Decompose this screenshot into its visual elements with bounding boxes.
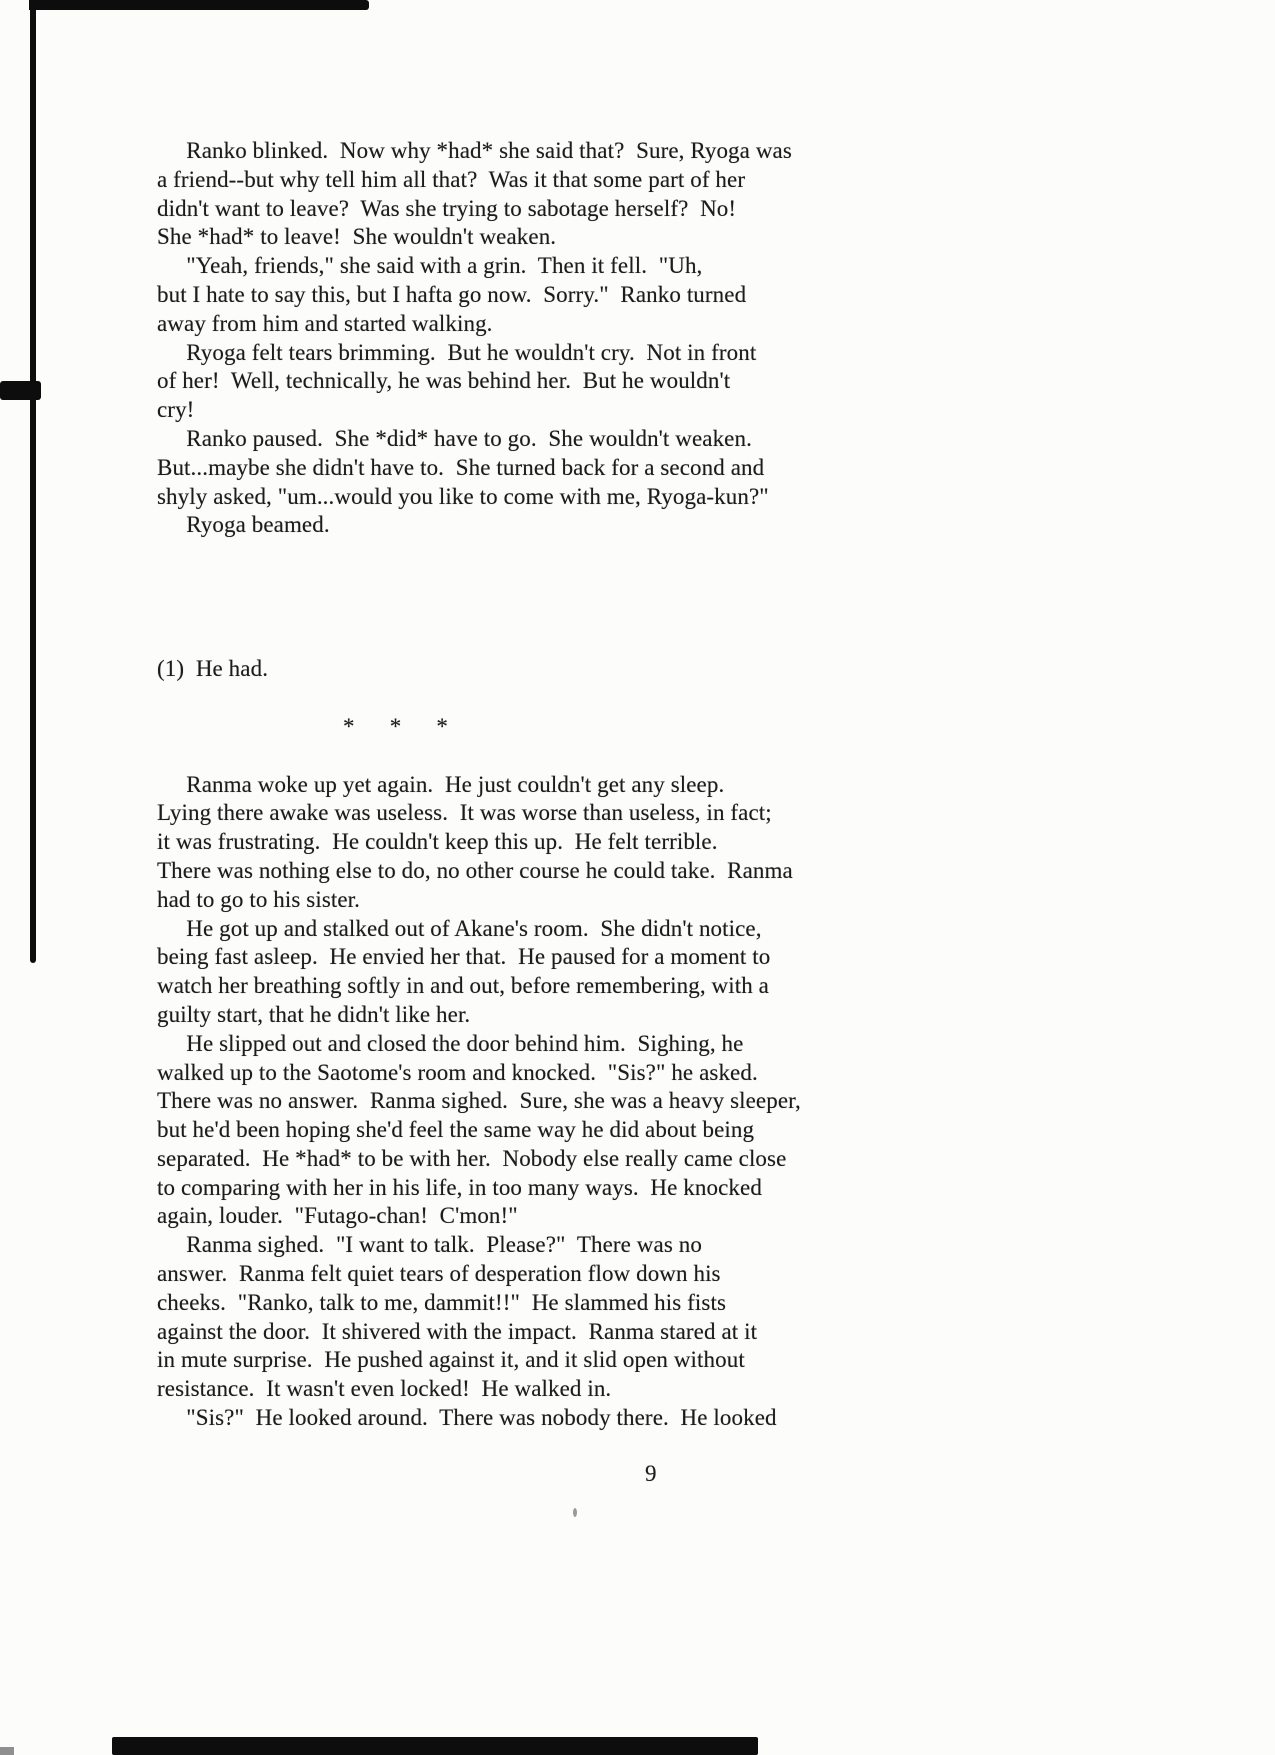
text-line: Lying there awake was useless. It was worse than useless, in fact; (157, 800, 772, 826)
text-line: shyly asked, "um...would you like to come with me, Ryoga-kun?" (157, 483, 769, 509)
text-line: again, louder. "Futago-chan! C'mon!" (157, 1203, 518, 1229)
text-line: He got up and stalked out of Akane's room. She didn't notice, (157, 915, 762, 941)
text-body (157, 137, 877, 1433)
text-line: But...maybe she didn't have to. She turned back for a second and (157, 454, 765, 480)
text-line: Ranko blinked. Now why *had* she said that? Sure, Ryoga was (157, 138, 792, 163)
text-line: "Yeah, friends," she said with a grin. Then it fell. "Uh, (157, 253, 703, 279)
text-line: "Sis?" He looked around. There was nobody there. He looked (157, 1405, 777, 1431)
text-line: but he'd been hoping she'd feel the same way he did about being (157, 1117, 755, 1143)
text-line: against the door. It shivered with the impact. Ranma stared at it (157, 1318, 758, 1344)
text-line: Ranma sighed. "I want to talk. Please?" There was no (157, 1232, 702, 1258)
text-line: being fast asleep. He envied her that. He paused for a moment to (157, 944, 771, 970)
text-line: of her! Well, technically, he was behind her. But he wouldn't (157, 368, 731, 394)
blank-line-gap (157, 684, 167, 713)
text-line: a friend--but why tell him all that? Was it that some part of her (157, 166, 746, 192)
text-line: Ranma woke up yet again. He just couldn't get any sleep. (157, 771, 725, 797)
blank-line-gap (157, 742, 167, 771)
page-number: 9 (645, 1461, 657, 1486)
footnote-line: (1) He had. (157, 656, 269, 682)
text-line: answer. Ranma felt quiet tears of desperation flow down his (157, 1261, 721, 1287)
text-line: cry! (157, 397, 195, 423)
text-line: There was no answer. Ranma sighed. Sure, she was a heavy sleeper, (157, 1088, 801, 1114)
text-line: separated. He *had* to be with her. Nobody else really came close (157, 1145, 787, 1171)
scan-artifact-left-blob (0, 381, 41, 400)
text-line: didn't want to leave? Was she trying to sabotage herself? No! (157, 195, 737, 221)
text-line: There was nothing else to do, no other course he could take. Ranma (157, 857, 793, 883)
blank-line-gap (157, 540, 167, 655)
text-line: He slipped out and closed the door behind him. Sighing, he (157, 1030, 744, 1056)
text-line: She *had* to leave! She wouldn't weaken. (157, 224, 557, 250)
text-line: resistance. It wasn't even locked! He walked in. (157, 1376, 612, 1402)
scan-artifact-left-line (30, 0, 36, 963)
section-separator: * * * (343, 713, 448, 739)
text-line: to comparing with her in his life, in too many ways. He knocked (157, 1174, 762, 1200)
text-line: but I hate to say this, but I hafta go now. Sorry." Ranko turned (157, 281, 747, 307)
text-line: watch her breathing softly in and out, before remembering, with a (157, 973, 769, 999)
text-line: guilty start, that he didn't like her. (157, 1001, 471, 1027)
text-line: Ryoga felt tears brimming. But he wouldn't cry. Not in front (157, 339, 757, 365)
scan-artifact-corner-mark (0, 1747, 14, 1755)
scan-artifact-small-tick (573, 1508, 577, 1517)
text-line: cheeks. "Ranko, talk to me, dammit!!" He slammed his fists (157, 1289, 727, 1315)
scan-artifact-top-bar (29, 0, 369, 10)
scan-artifact-bottom-bar (112, 1737, 758, 1755)
text-line: it was frustrating. He couldn't keep this up. He felt terrible. (157, 829, 718, 855)
text-line: Ryoga beamed. (157, 512, 330, 538)
text-line: away from him and started walking. (157, 310, 493, 336)
text-line: had to go to his sister. (157, 886, 361, 912)
text-line: in mute surprise. He pushed against it, and it slid open without (157, 1347, 745, 1373)
text-line: Ranko paused. She *did* have to go. She wouldn't weaken. (157, 425, 752, 451)
text-line: walked up to the Saotome's room and knocked. "Sis?" he asked. (157, 1059, 758, 1085)
